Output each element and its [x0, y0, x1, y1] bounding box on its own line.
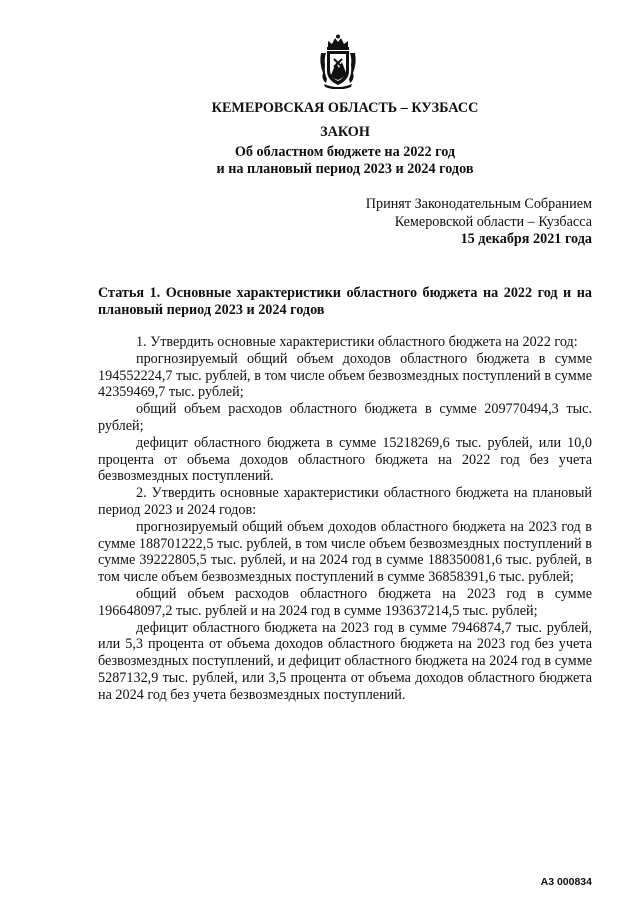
- region-heading: КЕМЕРОВСКАЯ ОБЛАСТЬ – КУЗБАСС: [211, 100, 479, 116]
- adoption-line-2: Кемеровской области – Кузбасса: [394, 213, 592, 230]
- adoption-line-1: Принят Законодательным Собранием: [365, 196, 592, 212]
- law-title: [98, 144, 592, 178]
- coat-of-arms-icon: [318, 33, 358, 89]
- paragraph: дефицит областного бюджета на 2023 год в сумме 7946874,7 тыс. рублей, или 5,3 процента от объема доходов областного бюджета на 2023 год без учета безвозмездных поступлений, и дефицит областного бюджета на 2024 год в сумме 5287132,9 тыс. рублей, или 3,5 процента от объема доходов областного бюджета на 2024 год без учета безвозмездных поступлений.: [98, 619, 592, 703]
- law-title-line-2: и на плановый период 2023 и 2024 годов: [216, 161, 474, 177]
- law-heading: ЗАКОН: [320, 124, 370, 140]
- paragraph: общий объем расходов областного бюджета в сумме 209770494,3 тыс. рублей;: [98, 401, 592, 434]
- adoption-block: [300, 196, 592, 249]
- law-title-line-1: Об областном бюджете на 2022 год: [234, 144, 456, 160]
- paragraph: прогнозируемый общий объем доходов областного бюджета в сумме 194552224,7 тыс. рублей, в том числе объем безвозмездных поступлений в сумме 42359469,7 тыс. рублей;: [98, 350, 592, 401]
- adoption-date: 15 декабря 2021 года: [460, 231, 592, 247]
- article-body: [98, 334, 592, 704]
- article-title: Статья 1. Основные характеристики областного бюджета на 2022 год и на плановый период 2023 и 2024 годов: [98, 285, 592, 318]
- paragraph: прогнозируемый общий объем доходов областного бюджета на 2023 год в сумме 188701222,5 тыс. рублей, в том числе объем безвозмездных поступлений в сумме 39222805,5 тыс. рублей, и на 2024 год в сумме 188350081,6 тыс. рублей, в том числе объем безвозмездных поступлений в сумме 36858391,6 тыс. рублей;: [98, 518, 592, 586]
- paragraph: общий объем расходов областного бюджета на 2023 год в сумме 196648097,2 тыс. рублей и на 2024 год в сумме 193637214,5 тыс. рублей;: [98, 585, 592, 619]
- paragraph: дефицит областного бюджета в сумме 15218269,6 тыс. рублей, или 10,0 процента от объема доходов областного бюджета на 2022 год без учета безвозмездных поступлений.: [98, 434, 592, 485]
- paragraph: 1. Утвердить основные характеристики областного бюджета на 2022 год:: [136, 334, 578, 350]
- paragraph: 2. Утвердить основные характеристики областного бюджета на плановый период 2023 и 2024 годов:: [98, 485, 592, 518]
- form-serial-number: А3 000834: [540, 876, 592, 888]
